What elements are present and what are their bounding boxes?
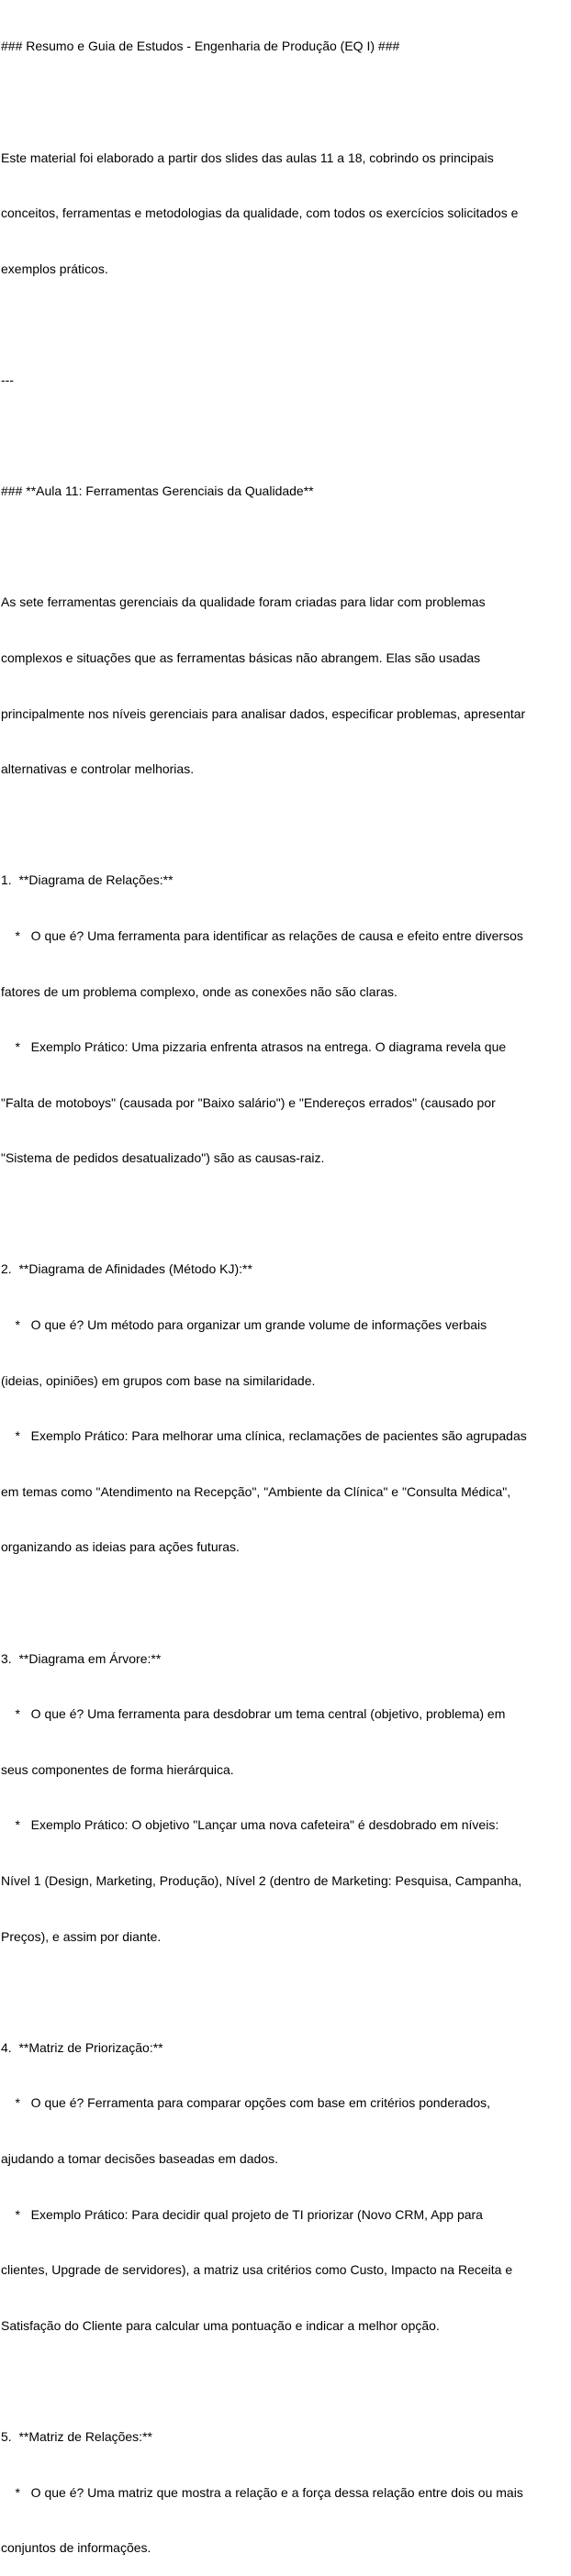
blank-line <box>1 538 571 556</box>
blank-line <box>1 816 571 834</box>
separator: --- <box>1 372 14 387</box>
item-line: (ideias, opiniões) em grupos com base na similaridade. <box>1 1372 316 1388</box>
item-line: Nível 1 (Design, Marketing, Produção), Nível 2 (dentro de Marketing: Pesquisa, Campanha, <box>1 1873 522 1888</box>
item-heading-diagrama-afinidades: 2. **Diagrama de Afinidades (Método KJ):** <box>1 1261 252 1277</box>
item-line: * O que é? Ferramenta para comparar opções com base em critérios ponderados, <box>1 2095 491 2111</box>
paragraph-line: alternativas e controlar melhorias. <box>1 761 195 777</box>
intro-line-2: conceitos, ferramentas e metodologias da qualidade, com todos os exercícios solicitados e <box>1 205 519 221</box>
item-line: "Sistema de pedidos desatualizado") são as causas-raiz. <box>1 1150 325 1166</box>
item-line: * Exemplo Prático: O objetivo "Lançar uma nova cafeteira" é desdobrado em níveis: <box>1 1817 499 1833</box>
item-heading-matriz-relacoes: 5. **Matriz de Relações:** <box>1 2428 152 2444</box>
item-heading-diagrama-arvore: 3. **Diagrama em Árvore:** <box>1 1650 162 1666</box>
paragraph-line: complexos e situações que as ferramentas básicas não abrangem. Elas são usadas <box>1 650 481 665</box>
item-line: "Falta de motoboys" (causada por "Baixo salário") e "Endereços errados" (causado por <box>1 1094 496 1110</box>
item-line: * Exemplo Prático: Para melhorar uma clínica, reclamações de pacientes são agrupadas <box>1 1428 527 1444</box>
blank-line <box>1 2371 571 2390</box>
section-heading-aula-11: ### **Aula 11: Ferramentas Gerenciais da Qualidade** <box>1 483 314 499</box>
item-line: * Exemplo Prático: Para decidir qual projeto de TI priorizar (Novo CRM, App para <box>1 2206 483 2222</box>
intro-line-3: exemplos práticos. <box>1 261 108 276</box>
item-line: em temas como "Atendimento na Recepção", "Ambiente da Clínica" e "Consulta Médica", <box>1 1483 511 1499</box>
item-line: Satisfação do Cliente para calcular uma pontuação e indicar a melhor opção. <box>1 2317 440 2333</box>
item-heading-matriz-priorizacao: 4. **Matriz de Priorização:** <box>1 2039 163 2055</box>
blank-line <box>1 1205 571 1223</box>
item-line: * Exemplo Prático: Uma pizzaria enfrenta atrasos na entrega. O diagrama revela que <box>1 1039 507 1055</box>
item-line: conjuntos de informações. <box>1 2540 151 2556</box>
intro-line-1: Este material foi elaborado a partir dos slides das aulas 11 a 18, cobrindo os principais <box>1 150 494 165</box>
item-line: * O que é? Uma ferramenta para desdobrar um tema central (objetivo, problema) em <box>1 1706 506 1722</box>
item-line: * O que é? Uma ferramenta para identificar as relações de causa e efeito entre diversos <box>1 927 523 943</box>
item-line: organizando as ideias para ações futuras. <box>1 1539 240 1555</box>
item-line: fatores de um problema complexo, onde as conexões não são claras. <box>1 983 397 999</box>
blank-line <box>1 427 571 445</box>
item-line: seus componentes de forma hierárquica. <box>1 1761 234 1777</box>
blank-line <box>1 315 571 333</box>
item-line: Preços), e assim por diante. <box>1 1928 162 1944</box>
item-heading-diagrama-relacoes: 1. **Diagrama de Relações:** <box>1 872 174 888</box>
paragraph-line: As sete ferramentas gerenciais da qualidade foram criadas para lidar com problemas <box>1 594 486 610</box>
blank-line <box>1 93 571 111</box>
doc-title: ### Resumo e Guia de Estudos - Engenharia de Produção (EQ I) ### <box>1 39 400 54</box>
item-line: * O que é? Uma matriz que mostra a relação e a força dessa relação entre dois ou mais <box>1 2484 523 2500</box>
blank-line <box>1 1982 571 2001</box>
item-line: ajudando a tomar decisões baseadas em dados. <box>1 2150 278 2166</box>
item-line: clientes, Upgrade de servidores), a matriz usa critérios como Custo, Impacto na Receita e <box>1 2262 513 2278</box>
blank-line <box>1 1593 571 1612</box>
item-line: * O que é? Um método para organizar um grande volume de informações verbais <box>1 1317 487 1333</box>
paragraph-line: principalmente nos níveis gerenciais para analisar dados, especificar problemas, apresentar <box>1 705 526 721</box>
